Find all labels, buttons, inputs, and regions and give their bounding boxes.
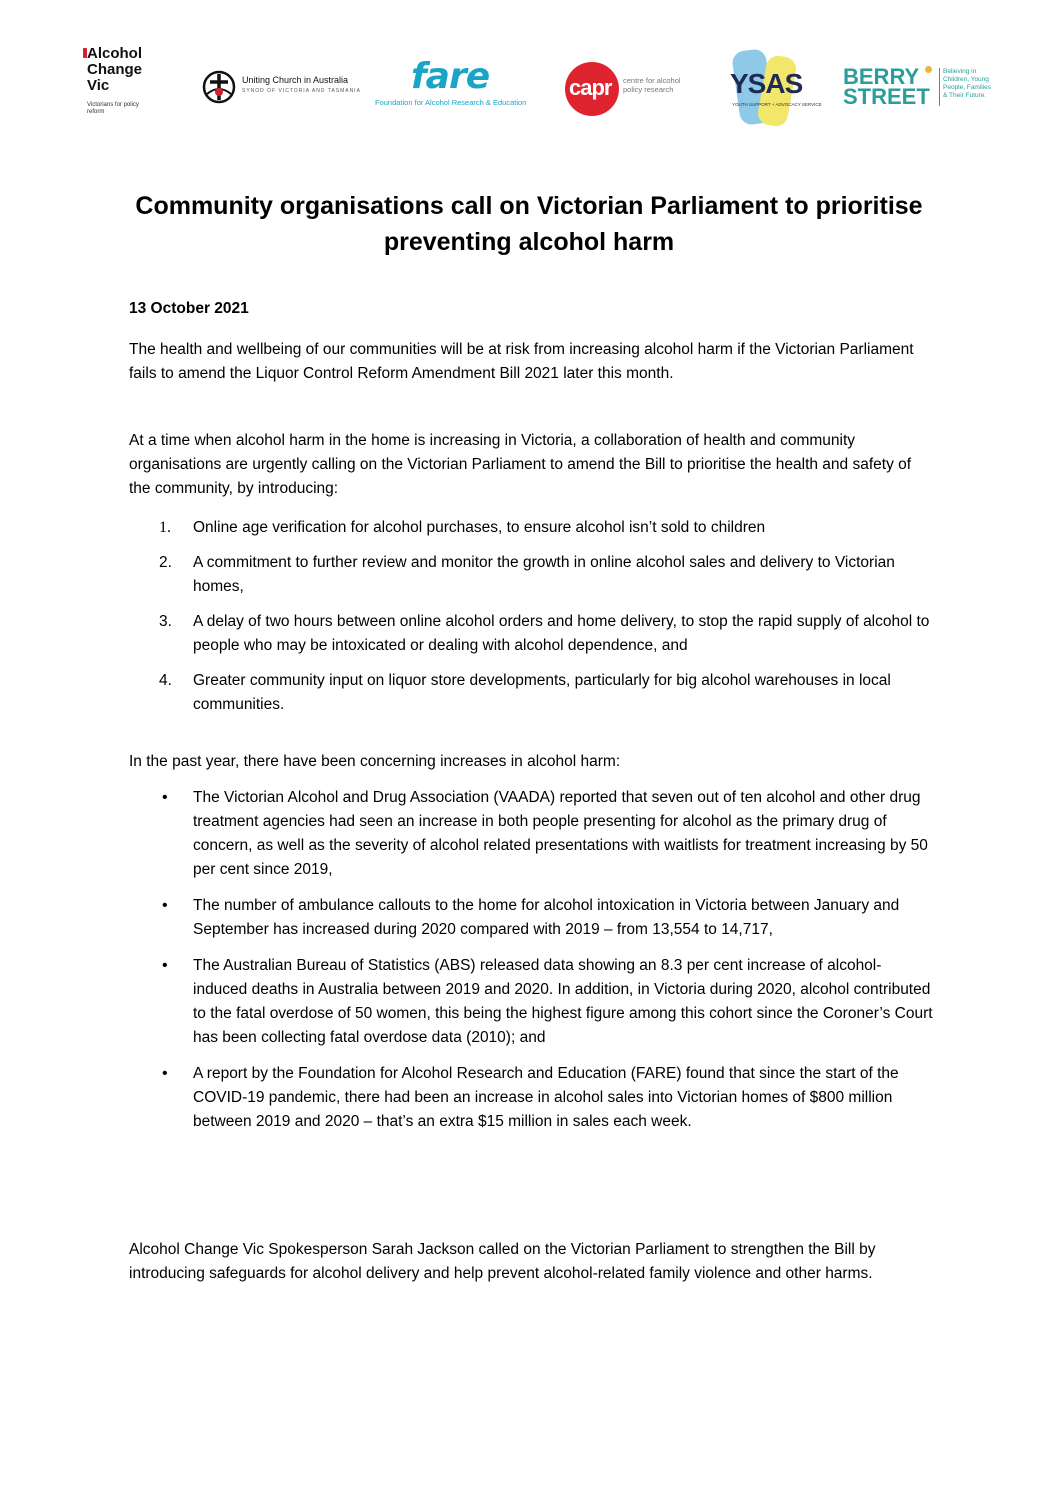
berry-street-dot-icon xyxy=(925,66,932,73)
fare-logo-sub: Foundation for Alcohol Research & Education xyxy=(375,98,527,107)
uniting-church-logo xyxy=(200,68,361,108)
bullet-icon: • xyxy=(162,897,168,914)
list-item-text: A report by the Foundation for Alcohol Research and Education (FARE) found that since the start of the COVID-19 pandemic, there had been an increase in alcohol sales into Victorian homes of $800 million between 2019 and 2020 – that’s an extra $15 million in sales each week. xyxy=(193,1065,899,1130)
capr-logo-sub: centre for alcohol policy research xyxy=(623,76,681,94)
list-item-text: The Victorian Alcohol and Drug Association (VAADA) reported that seven out of ten alcohol and other drug treatment agencies had seen an increase in both people presenting for alcohol as the primary drug of concern, as well as the severity of alcohol related presentations with waitlists for treatment increasing by 50 per cent since 2019, xyxy=(193,789,928,878)
list-item-text: A commitment to further review and monitor the growth in online alcohol sales and delivery to Victorian homes, xyxy=(193,554,895,595)
bullet-icon: • xyxy=(162,789,168,806)
capr-logo xyxy=(565,62,705,118)
list-item-number: 2. xyxy=(159,554,172,571)
acv-logo-word-1: Alcohol xyxy=(87,45,142,62)
acv-logo-word-2: Change xyxy=(87,61,143,78)
berry-street-word-2: STREET xyxy=(843,84,930,109)
bullet-icon: • xyxy=(162,957,168,974)
ysas-logo-sub: YOUTH SUPPORT + ADVOCACY SERVICE xyxy=(732,102,822,107)
harms-list xyxy=(129,786,934,1146)
list-item-text: The Australian Bureau of Statistics (ABS) released data showing an 8.3 per cent increase of alcohol-induced deaths in Australia between 2019 and 2020. In addition, in Victoria during 2020, alcohol contributed to the fatal overdose of 50 women, this being the highest figure among this cohort since the Coroner’s Court has been collecting fatal overdose data (2010); and xyxy=(193,957,933,1046)
alcohol-change-vic-logo xyxy=(87,46,177,136)
acv-red-mark xyxy=(83,48,87,58)
bullet-icon: • xyxy=(162,1065,168,1082)
uniting-church-sub: SYNOD OF VICTORIA AND TASMANIA xyxy=(242,88,361,94)
fare-logo xyxy=(375,56,537,112)
berry-street-tagline: Believing in Children, Young People, Families & Their Future. xyxy=(943,68,992,99)
list-item xyxy=(129,954,934,1050)
list-item xyxy=(129,516,934,540)
ysas-logo-word: YSAS xyxy=(730,68,803,99)
list-item xyxy=(129,610,934,658)
harms-intro-paragraph: In the past year, there have been concerning increases in alcohol harm: xyxy=(129,753,621,770)
recommendations-list xyxy=(129,516,934,728)
intro-paragraph: The health and wellbeing of our communities will be at risk from increasing alcohol harm if the Victorian Parliament fails to amend the Liquor Control Reform Amendment Bill 2021 later this month. xyxy=(129,341,914,382)
list-item xyxy=(129,894,934,942)
fare-logo-word: fare xyxy=(411,56,490,97)
list-item-text: The number of ambulance callouts to the home for alcohol intoxication in Victoria between January and September has increased during 2020 compared with 2019 – from 13,554 to 14,717, xyxy=(193,897,900,938)
capr-logo-word: capr xyxy=(569,75,612,100)
uniting-church-emblem-icon xyxy=(202,70,236,104)
list-item xyxy=(129,551,934,599)
uniting-church-name: Uniting Church in Australia xyxy=(242,75,349,85)
document-title: Community organisations call on Victorian Parliament to prioritise preventing alcohol harm xyxy=(135,192,923,256)
list-item-text: A delay of two hours between online alcohol orders and home delivery, to stop the rapid supply of alcohol to people who may be intoxicated or dealing with alcohol dependence, and xyxy=(193,613,930,654)
list-item-number: 1. xyxy=(159,519,171,536)
call-paragraph: At a time when alcohol harm in the home is increasing in Victoria, a collaboration of health and community organisations are urgently calling on the Victorian Parliament to amend the Bill to prioritise the health and safety of the community, by introducing: xyxy=(129,432,912,497)
list-item-text: Greater community input on liquor store developments, particularly for big alcohol warehouses in local communities. xyxy=(193,672,891,713)
spokesperson-paragraph: Alcohol Change Vic Spokesperson Sarah Jackson called on the Victorian Parliament to strengthen the Bill by introducing safeguards for alcohol delivery and help prevent alcohol-related family violence and other harms. xyxy=(129,1241,876,1282)
list-item-number: 4. xyxy=(159,672,172,689)
acv-logo-word-3: Vic xyxy=(87,77,110,94)
acv-logo-tagline: Victorians for policy reform xyxy=(87,102,139,115)
list-item xyxy=(129,669,934,717)
document-date: 13 October 2021 xyxy=(129,300,249,317)
list-item xyxy=(129,1062,934,1134)
list-item-number: 3. xyxy=(159,613,172,630)
list-item-text: Online age verification for alcohol purchases, to ensure alcohol isn’t sold to children xyxy=(193,519,766,536)
ysas-logo xyxy=(728,50,822,128)
list-item xyxy=(129,786,934,882)
berry-street-logo xyxy=(843,64,993,112)
berry-street-divider xyxy=(939,68,940,106)
berry-street-word-1: BERRY xyxy=(843,64,920,89)
